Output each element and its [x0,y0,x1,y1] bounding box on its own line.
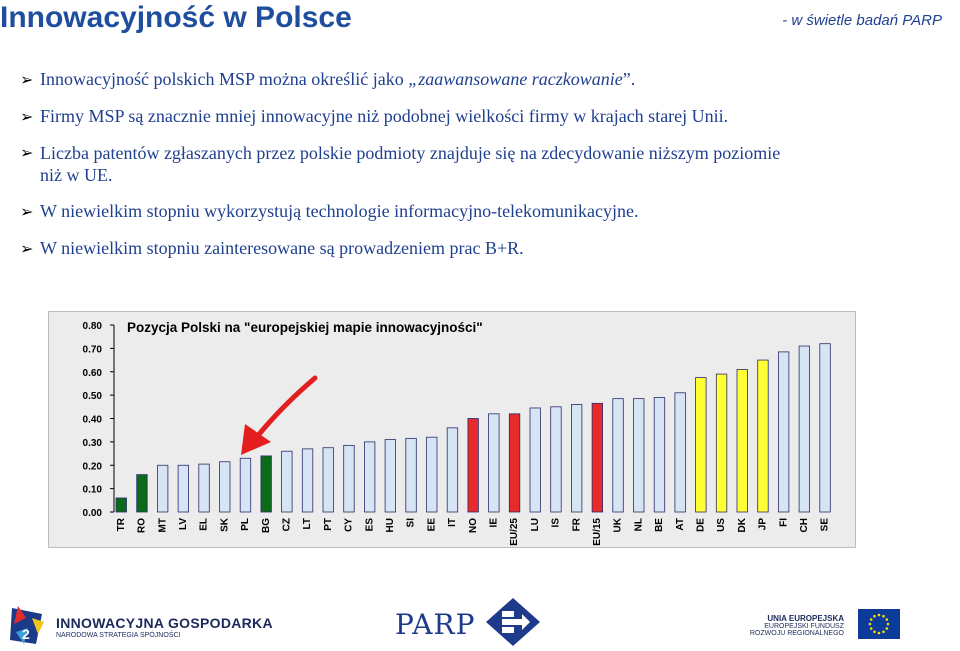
bar-de [696,378,707,512]
bar-us [716,374,727,512]
bar-si [406,438,417,512]
y-tick-label: 0.20 [82,461,102,473]
bullet-list [20,68,932,260]
x-tick-label: NL [633,518,645,532]
x-tick-label: FI [778,518,790,527]
bar-tr [116,498,127,512]
x-tick-label: DK [736,518,748,533]
x-tick-label: BE [654,518,666,532]
ig-subtitle: NARODOWA STRATEGIA SPÓJNOŚCI [56,632,181,639]
eu-flag-icon [858,609,900,639]
bar-cy [344,445,355,512]
bullet-text: W niewielkim stopniu wykorzystują technologie informacyjno-telekomunikacyjne. [40,201,639,221]
bar-nl [634,399,645,512]
y-tick-label: 0.50 [82,391,102,403]
slide-title: Innowacyjność w Polsce [0,1,352,34]
y-tick-label: 0.40 [82,414,102,426]
x-tick-label: DE [695,518,707,532]
x-tick-label: NO [467,518,479,533]
eu-star [870,627,873,630]
x-axis-labels [116,517,831,546]
x-tick-label: EL [198,518,210,531]
eu-star [882,615,885,618]
eu-star [873,630,876,633]
x-tick-label: LT [302,518,314,530]
y-tick-label: 0.70 [82,344,102,356]
eu-star [885,627,888,630]
arrow-bullet-icon: ➢ [20,143,34,162]
x-tick-label: JP [757,518,769,531]
eu-star [885,618,888,621]
eu-star [882,630,885,633]
x-tick-label: IT [447,518,459,527]
x-tick-label: TR [115,518,127,532]
slide-subtitle: - w świetle badań PARP [782,12,942,29]
bullet-text-end: ”. [622,69,636,89]
bar-is [551,407,562,512]
bar-mt [157,465,168,512]
x-tick-label: EE [426,518,438,532]
x-tick-label: EU/15 [591,518,603,546]
eu-star [870,618,873,621]
x-tick-label: SK [219,518,231,532]
x-tick-label: CH [798,518,810,533]
bar-at [675,393,686,512]
arrow-shaft [256,378,315,438]
bullet-item [20,237,932,260]
footer [0,596,960,651]
bar-fr [571,404,582,512]
bar-no [468,419,479,513]
bar-cz [282,451,293,512]
x-tick-label: EU/25 [509,518,521,546]
x-tick-label: FR [571,518,583,532]
arrow-bullet-icon: ➢ [20,239,34,258]
innovation-chart [48,311,856,548]
bar-se [820,344,831,512]
bar-ro [137,475,148,512]
y-tick-label: 0.30 [82,437,102,449]
bar-lu [530,408,541,512]
bullet-item [20,142,932,186]
bar-lv [178,465,189,512]
y-axis [83,321,114,519]
parp-wordmark: PARP [395,608,476,641]
bar-eu-25 [509,414,520,512]
bullet-text-continued: niż w UE. [40,165,113,185]
y-tick-label: 0.60 [82,367,102,379]
bar-bg [261,456,272,512]
x-tick-label: BG [260,518,272,533]
arrow-bullet-icon: ➢ [20,107,34,126]
y-tick-label: 0.80 [82,321,102,332]
bar-be [654,397,665,512]
x-tick-label: LV [177,518,189,531]
bar-eu-15 [592,403,603,512]
x-tick-label: IS [550,518,562,528]
arrow-bullet-icon: ➢ [20,202,34,221]
eu-line-1: UNIA EUROPEJSKA [767,614,844,623]
chart-svg [49,312,857,549]
eu-fund-text [750,614,844,637]
bar-el [199,464,210,512]
x-tick-label: AT [674,518,686,531]
page-number: 2 [22,626,30,642]
bullet-text: W niewielkim stopniu zainteresowane są prowadzeniem prac B+R. [40,238,524,258]
x-tick-label: UK [612,518,624,533]
bar-uk [613,399,624,512]
bar-it [447,428,458,512]
chart-title: Pozycja Polski na "europejskiej mapie innowacyjności" [127,320,483,335]
x-tick-label: MT [157,518,169,533]
x-tick-label: RO [136,518,148,533]
bar-jp [758,360,769,512]
bar-pl [240,458,251,512]
ig-title: INNOWACYJNA GOSPODARKA [56,615,273,631]
bar-es [364,442,375,512]
bar-dk [737,369,748,512]
bar-lt [302,449,313,512]
bullet-item [20,105,932,128]
bullet-text: Innowacyjność polskich MSP można określić jako [40,69,409,89]
eu-line-3: ROZWOJU REGIONALNEGO [749,630,844,637]
eu-star [869,623,872,626]
x-tick-label: IE [488,518,500,528]
red-arrow-annotation [241,378,315,455]
bar-series [116,344,830,512]
x-tick-label: HU [384,518,396,533]
parp-logo-icon [484,596,542,648]
x-tick-label: CZ [281,518,293,532]
bar-pt [323,448,334,512]
bullet-item [20,200,932,223]
y-tick-label: 0.00 [82,508,102,519]
x-tick-label: SI [405,518,417,528]
bar-sk [220,462,231,512]
x-tick-label: CY [343,518,355,532]
eu-star [887,623,890,626]
bar-ie [489,414,500,512]
x-tick-label: PT [322,518,334,531]
bar-ch [799,346,810,512]
bar-fi [778,352,789,512]
eu-star [878,632,881,635]
y-tick-label: 0.10 [82,484,102,496]
bullet-text: Firmy MSP są znacznie mniej innowacyjne niż podobnej wielkości firmy w krajach starej Unii. [40,106,729,126]
eu-star [873,615,876,618]
eu-star [878,614,881,617]
x-tick-label: LU [529,518,541,532]
x-tick-label: US [716,518,728,532]
bar-ee [427,437,438,512]
bullet-emphasis: „zaawansowane raczkowanie [408,69,623,89]
x-tick-label: ES [364,518,376,532]
eu-line-2: EUROPEJSKI FUNDUSZ [764,623,844,630]
bar-hu [385,440,396,512]
x-tick-label: PL [240,518,252,531]
x-tick-label: SE [819,518,831,532]
bullet-item [20,68,932,91]
bullet-text: Liczba patentów zgłaszanych przez polskie podmioty znajduje się na zdecydowanie niższym poziomie [40,143,781,163]
arrow-bullet-icon: ➢ [20,70,34,89]
